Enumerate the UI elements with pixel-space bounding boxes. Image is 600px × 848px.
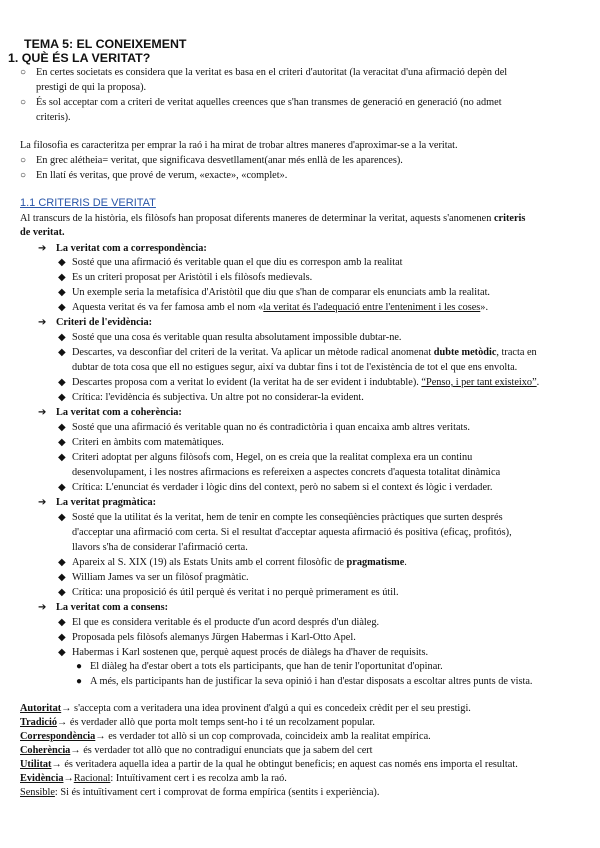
arrow-bullet-icon: ➔ <box>38 407 47 418</box>
list-item <box>72 376 539 389</box>
diamond-bullet-icon: ◆ <box>58 482 66 493</box>
diamond-bullet-icon: ◆ <box>58 422 66 433</box>
diamond-bullet-icon: ◆ <box>58 647 66 658</box>
list-item: Crítica: l'evidència és subjectiva. Un altre pot no considerar-la evident. <box>72 392 364 403</box>
glossary-entry <box>20 702 471 715</box>
list-item <box>72 346 537 359</box>
list-item: William James va ser un filòsof pragmàtic. <box>72 572 249 583</box>
list-item: Un exemple seria la metafísica d'Aristòtil que diu que s'han de comparar els enunciats amb la realitat. <box>72 287 491 298</box>
list-item-text: . <box>404 557 407 568</box>
intro-text: Al transcurs de la història, els filòsofs han proposat diferents maneres de determinar la veritat, aquests s'anomenen <box>20 213 492 224</box>
circle-bullet-icon: ○ <box>20 97 27 108</box>
glossary-subterm: Sensible <box>20 787 55 798</box>
intro-bold: criteris <box>493 213 526 224</box>
glossary-definition: és veritadera aquella idea a partir de la qual he obtingut beneficis; en aquest cas només ens importa el resultat. <box>61 759 518 770</box>
list-item: Criteri adoptat per alguns filòsofs com, Hegel, on es creia que la realitat complexa era un continu <box>72 452 473 463</box>
arrow-icon: → <box>63 773 74 784</box>
glossary-definition: : Intuïtivament cert i es recolza amb la raó. <box>110 773 287 784</box>
page-title: TEMA 5: EL CONEIXEMENT <box>24 37 187 51</box>
list-item: Proposada pels filòsofs alemanys Jürgen Habermas i Karl-Otto Apel. <box>72 632 356 643</box>
diamond-bullet-icon: ◆ <box>58 572 66 583</box>
paragraph-line: criteris). <box>36 112 71 123</box>
list-item: El que es considera veritable és el producte d'un acord després d'un diàleg. <box>72 617 380 628</box>
diamond-bullet-icon: ◆ <box>58 302 66 313</box>
diamond-bullet-icon: ◆ <box>58 617 66 628</box>
method-term: dubte metòdic <box>433 347 497 358</box>
paragraph: La filosofia es caracteritza per emprar la raó i ha mirat de trobar altres maneres d'aproximar-se a la veritat. <box>20 140 458 151</box>
diamond-bullet-icon: ◆ <box>58 347 66 358</box>
glossary-entry <box>20 716 375 729</box>
circle-bullet-icon: ○ <box>20 67 27 78</box>
glossary-entry <box>20 786 379 799</box>
arrow-bullet-icon: ➔ <box>38 497 47 508</box>
list-item: Habermas i Karl sostenen que, perquè aquest procés de diàlegs ha d'haver de requisits. <box>72 647 429 658</box>
glossary-term: Evidència <box>20 773 64 784</box>
arrow-icon: → <box>95 731 106 742</box>
glossary-definition: s'accepta com a veritadera una idea provinent d'algú a qui es concedeix crèdit per el seu prestigi. <box>71 703 471 714</box>
arrow-bullet-icon: ➔ <box>38 317 47 328</box>
glossary-term: Utilitat <box>20 759 52 770</box>
glossary-definition: es verdader tot allò si un cop comprovada, coincideix amb la realitat empírica. <box>105 731 431 742</box>
arrow-icon: → <box>70 745 81 756</box>
list-item-text: Aquesta veritat és va fer famosa amb el nom « <box>72 302 264 313</box>
diamond-bullet-icon: ◆ <box>58 452 66 463</box>
list-item: Sosté que una afirmació és veritable quan el que diu es correspon amb la realitat <box>72 257 403 268</box>
list-item: Es un criteri proposat per Aristòtil i els filòsofs medievals. <box>72 272 313 283</box>
paragraph-line: prestigi de qui la proposa). <box>36 82 147 93</box>
diamond-bullet-icon: ◆ <box>58 257 66 268</box>
circle-bullet-icon: ○ <box>20 155 27 166</box>
list-item: Sosté que la utilitat és la veritat, hem de tenir en compte les conseqüències pràctiques que surten després <box>72 512 503 523</box>
glossary-entry <box>20 772 287 785</box>
list-item-continuation: dubtar de tota cosa que ell no estigues segur, així va dubtar fins i tot de l'existència de tot el que ens envolta. <box>72 362 518 373</box>
diamond-bullet-icon: ◆ <box>58 332 66 343</box>
glossary-entry <box>20 744 373 757</box>
section-heading-2: 1.1 CRITERIS DE VERITAT <box>20 197 156 209</box>
list-item: Sosté que una cosa és veritable quan resulta absolutament impossible dubtar-ne. <box>72 332 402 343</box>
paragraph-line <box>20 212 525 225</box>
paragraph-line: En grec alétheia= veritat, que significava desvetllament(anar més enllà de les aparences). <box>36 155 403 166</box>
intro-bold-line: de veritat. <box>20 227 65 238</box>
arrow-icon: → <box>51 759 62 770</box>
list-item-text: Descartes proposa com a veritat lo evident (la veritat ha de ser evident i indubtable). <box>72 377 419 388</box>
quote: “Penso, i per tant existeixo” <box>421 377 537 388</box>
list-item: Crítica: una proposició és útil perquè és veritat i no perquè primerament es útil. <box>72 587 399 598</box>
glossary-term: Autoritat <box>20 703 62 714</box>
arrow-icon: → <box>61 703 72 714</box>
glossary-definition: és verdader allò que porta molt temps sent-ho i té un recolzament popular. <box>67 717 375 728</box>
sub-item: A més, els participants han de justificar la seva opinió i han d'estar disposats a escoltar altres punts de vista. <box>90 676 533 687</box>
list-item-text: ». <box>480 302 489 313</box>
list-item-text: . <box>536 377 540 388</box>
diamond-bullet-icon: ◆ <box>58 632 66 643</box>
list-item-text: , tracta en <box>496 347 537 358</box>
criterion-title: La veritat com a consens: <box>56 602 169 613</box>
section-heading-1: 1. QUÈ ÉS LA VERITAT? <box>8 51 151 65</box>
glossary-term: Tradició <box>20 717 57 728</box>
glossary-definition: és verdader tot allò que no contradiguí enunciats que ja sabem del cert <box>80 745 373 756</box>
list-item: Criteri en àmbits com matemàtiques. <box>72 437 224 448</box>
diamond-bullet-icon: ◆ <box>58 272 66 283</box>
movement-term: pragmatisme <box>346 557 405 568</box>
diamond-bullet-icon: ◆ <box>58 512 66 523</box>
diamond-bullet-icon: ◆ <box>58 587 66 598</box>
list-item: Sosté que una afirmació és veritable quan no és contradictòria i quan encaixa amb altres veritats. <box>72 422 470 433</box>
paragraph-line: En llatí és veritas, que prové de verum, «exacte», «complet». <box>36 170 288 181</box>
criterion-title: Criteri de l'evidència: <box>56 317 153 328</box>
diamond-bullet-icon: ◆ <box>58 392 66 403</box>
dot-bullet-icon: ● <box>76 676 83 687</box>
glossary-term: Coherència <box>20 745 71 756</box>
diamond-bullet-icon: ◆ <box>58 287 66 298</box>
glossary-entry <box>20 758 518 771</box>
glossary-term: Correspondència <box>20 731 96 742</box>
arrow-bullet-icon: ➔ <box>38 243 47 254</box>
diamond-bullet-icon: ◆ <box>58 437 66 448</box>
glossary-subterm: Racional <box>73 773 111 784</box>
diamond-bullet-icon: ◆ <box>58 377 66 388</box>
criterion-title: La veritat com a coherència: <box>56 407 182 418</box>
list-item <box>72 556 407 569</box>
sub-item: El diàleg ha d'estar obert a tots els participants, que han de tenir l'oportunitat d'opinar. <box>90 661 443 672</box>
glossary-entry <box>20 730 431 743</box>
criterion-title: La veritat pragmàtica: <box>56 497 157 508</box>
criterion-title: La veritat com a correspondència: <box>56 243 207 254</box>
list-item <box>72 301 488 314</box>
list-item: Crítica: L'enunciat és verdader i lògic dins del context, però no sabem si el context és lògic i verdader. <box>72 482 493 493</box>
paragraph-line: En certes societats es considera que la veritat es basa en el criteri d'autoritat (la veracitat d'una afirmació depèn del <box>36 67 508 78</box>
arrow-icon: → <box>57 717 68 728</box>
famous-phrase: la veritat és l'adequació entre l'enteniment i les coses <box>263 302 481 313</box>
diamond-bullet-icon: ◆ <box>58 557 66 568</box>
circle-bullet-icon: ○ <box>20 170 27 181</box>
list-item-continuation: d'acceptar una afirmació com certa. Si el resultat d'acceptar aquesta afirmació és positiva (eficaç, profitós), <box>72 527 512 538</box>
list-item-continuation: llavors s'ha de considerar l'afirmació certa. <box>72 542 248 553</box>
glossary-definition: : Si és intuïtivament cert i comprovat de forma empírica (sentits i experiència). <box>54 787 380 798</box>
dot-bullet-icon: ● <box>76 661 83 672</box>
paragraph-line: És sol acceptar com a criteri de veritat aquelles creences que s'han transmes de generació en generació (no admet <box>36 97 502 108</box>
list-item-continuation: desenvolupament, i les nostres afirmacions es refereixen a aspectes concrets d'aquesta totalitat dinàmica <box>72 467 501 478</box>
list-item-text: Apareix al S. XIX (19) als Estats Units amb el corrent filosòfic de <box>72 557 344 568</box>
arrow-bullet-icon: ➔ <box>38 602 47 613</box>
list-item-text: Descartes, va desconfiar del criteri de la veritat. Va aplicar un mètode radical anomenat <box>72 347 432 358</box>
